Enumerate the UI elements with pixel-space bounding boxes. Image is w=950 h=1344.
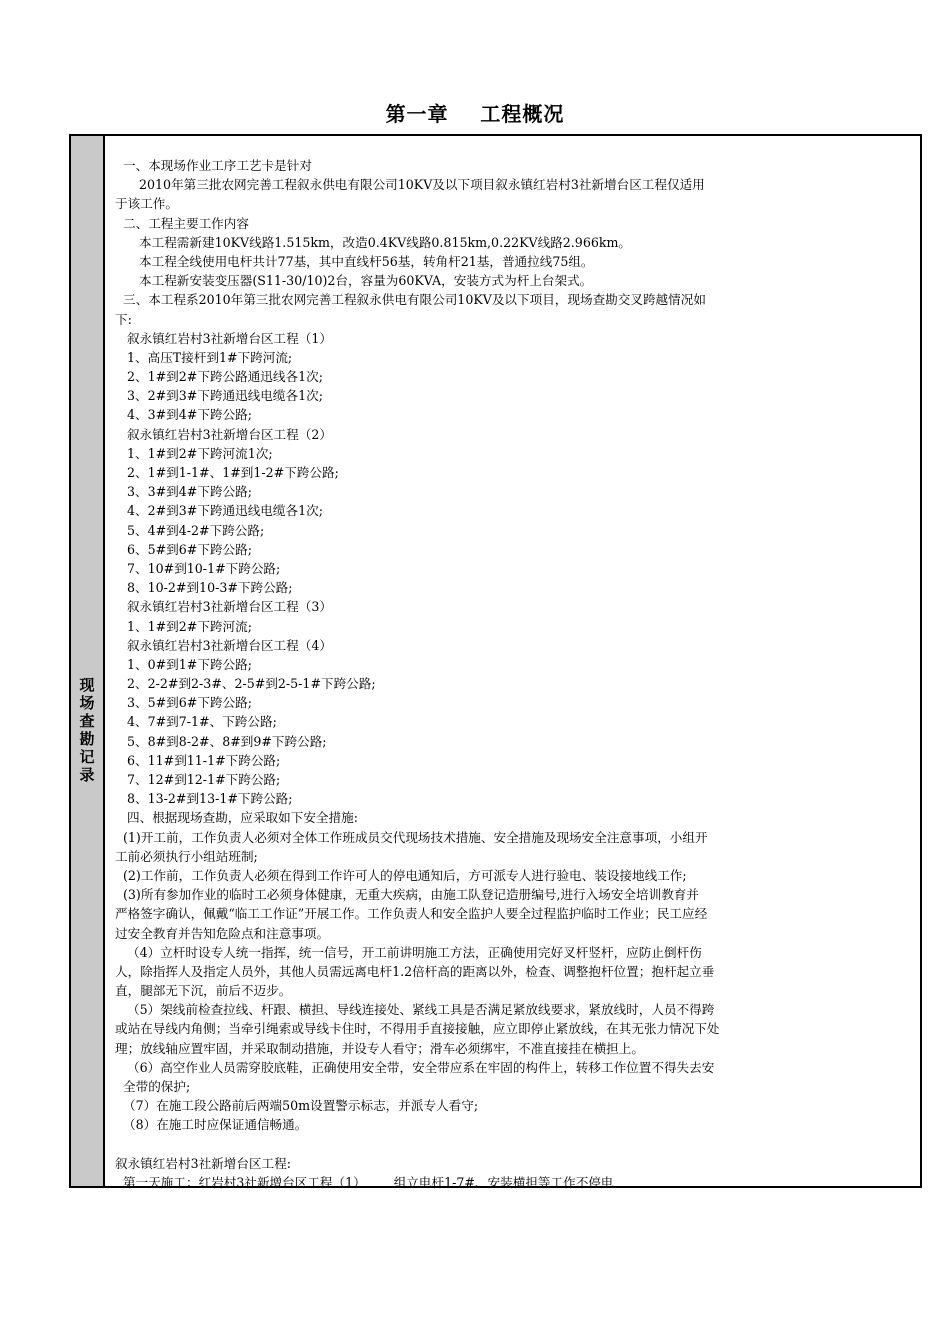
record-table — [69, 134, 922, 1188]
side-label: 现场查勘记录 — [77, 677, 96, 785]
text-line: 四、根据现场查勘，应采取如下安全措施: — [115, 810, 358, 826]
text-line: （4）立杆时设专人统一指挥，统一信号，开工前讲明施工方法，正确使用完好叉杆竖杆，应防止倒杆伤 — [115, 944, 702, 960]
text-line: 6、11#到11-1#下跨公路; — [115, 752, 281, 768]
text-line: 于该工作。 — [115, 196, 178, 212]
text-line: (2)工作前，工作负责人必须在得到工作许可人的停电通知后，方可派专人进行验电、装设接地线工作; — [115, 867, 687, 883]
text-line: 人，除指挥人及指定人员外，其他人员需远离电杆1.2倍杆高的距离以外，检查、调整抱杆位置；抱杆起立垂 — [115, 963, 715, 979]
text-line: 叙永镇红岩村3社新增台区工程（1） — [115, 330, 332, 346]
text-line: 本工程需新建10KV线路1.515km，改造0.4KV线路0.815km,0.22KV线路2.966km。 — [115, 234, 632, 250]
text-line: 本工程全线使用电杆共计77基，其中直线杆56基，转角杆21基，普通拉线75组。 — [115, 253, 594, 269]
text-line: 理；放线轴应置牢固，并采取制动措施，并设专人看守；滑车必须绑牢，不准直接挂在横担上。 — [115, 1040, 644, 1056]
text-line: 1、1#到2#下跨河流; — [115, 618, 252, 634]
text-line: (3)所有参加作业的临时工必须身体健康，无重大疾病，由施工队登记造册编号,进行入场安全培训教育并 — [115, 887, 699, 903]
text-line: 叙永镇红岩村3社新增台区工程（3） — [115, 599, 332, 615]
text-line: 严格签字确认，佩戴“临工工作证”开展工作。工作负责人和安全监护人要全过程监护临时工作业；民工应经 — [115, 906, 708, 922]
text-line: （7）在施工段公路前后两端50m设置警示标志，并派专人看守; — [115, 1098, 479, 1114]
text-line: 5、4#到4-2#下跨公路; — [115, 522, 265, 538]
text-line: 三、本工程系2010年第三批农网完善工程叙永供电有限公司10KV及以下项目，现场查勘交叉跨越情况如 — [115, 292, 706, 308]
text-line: 2、1#到2#下跨公路通迅线各1次; — [115, 369, 323, 385]
text-line: 4、3#到4#下跨公路; — [115, 407, 252, 423]
text-line: 全带的保护; — [115, 1079, 191, 1094]
text-line: 下: — [115, 311, 132, 327]
text-line: (1)开工前，工作负责人必须对全体工作班成员交代现场技术措施、安全措施及现场安全注意事项，小组开 — [115, 829, 708, 845]
text-line: 7、12#到12-1#下跨公路; — [115, 772, 281, 787]
text-line: 或站在导线内角侧；当牵引绳索或导线卡住时，不得用手直接接触，应立即停止紧放线，在其无张力情况下处 — [115, 1021, 720, 1037]
text-line: 1、0#到1#下跨公路; — [115, 656, 252, 672]
text-line: 2、1#到1-1#、1#到1-2#下跨公路; — [115, 465, 339, 480]
side-header-cell — [71, 136, 105, 1186]
text-line: 本工程新安装变压器(S11-30/10)2台，容量为60KVA，安装方式为杆上台架式。 — [115, 273, 593, 289]
text-line: 过安全教育并告知危险点和注意事项。 — [115, 925, 330, 941]
text-line: 6、5#到6#下跨公路; — [115, 541, 252, 557]
text-line: 叙永镇红岩村3社新增台区工程（4） — [115, 637, 332, 653]
text-line: 直，腿部无下沉，前后不迈步。 — [115, 983, 292, 999]
text-line: 5、8#到8-2#、8#到9#下跨公路; — [115, 733, 327, 749]
text-line: 8、13-2#到13-1#下跨公路; — [115, 791, 293, 807]
text-line: 叙永镇红岩村3社新增台区工程: — [115, 1155, 291, 1171]
text-line: （5）架线前检查拉线、杆跟、横担、导线连接处、紧线工具是否满足紧放线要求，紧放线时，人员不得跨 — [115, 1002, 715, 1018]
text-line: 第一天施工：红岩村3社新增台区工程（1） 组立电杆1-7#、安装横担等工作不停电 — [115, 1174, 614, 1190]
text-line: 3、3#到4#下跨公路; — [115, 484, 252, 500]
text-line: 3、2#到3#下跨通迅线电缆各1次; — [115, 388, 323, 404]
record-content — [115, 156, 914, 1192]
text-line: （6）高空作业人员需穿胶底鞋，正确使用安全带，安全带应系在牢固的构件上，转移工作位置不得失去安 — [115, 1059, 715, 1075]
text-line: 3、5#到6#下跨公路; — [115, 695, 252, 711]
text-line: 4、2#到3#下跨通迅线电缆各1次; — [115, 503, 323, 519]
text-line — [115, 1135, 914, 1154]
text-line: 二、工程主要工作内容 — [115, 215, 249, 231]
text-line: 8、10-2#到10-3#下跨公路; — [115, 580, 293, 596]
page-title: 第一章 工程概况 — [385, 102, 565, 126]
text-line: 7、10#到10-1#下跨公路; — [115, 560, 281, 576]
text-line: 工前必须执行小组站班制; — [115, 848, 258, 864]
text-line: 1、高压T接杆到1#下跨河流; — [115, 349, 293, 365]
text-line: （8）在施工时应保证通信畅通。 — [115, 1117, 308, 1133]
text-line: 2、2-2#到2-3#、2-5#到2-5-1#下跨公路; — [115, 676, 376, 692]
text-line: 一、本现场作业工序工艺卡是针对 — [115, 158, 312, 173]
text-line: 4、7#到7-1#、下跨公路; — [115, 714, 277, 730]
text-line: 2010年第三批农网完善工程叙永供电有限公司10KV及以下项目叙永镇红岩村3社新增台区工程仅适用 — [115, 177, 705, 193]
text-line: 叙永镇红岩村3社新增台区工程（2） — [115, 426, 332, 442]
text-line: 1、1#到2#下跨河流1次; — [115, 445, 273, 461]
